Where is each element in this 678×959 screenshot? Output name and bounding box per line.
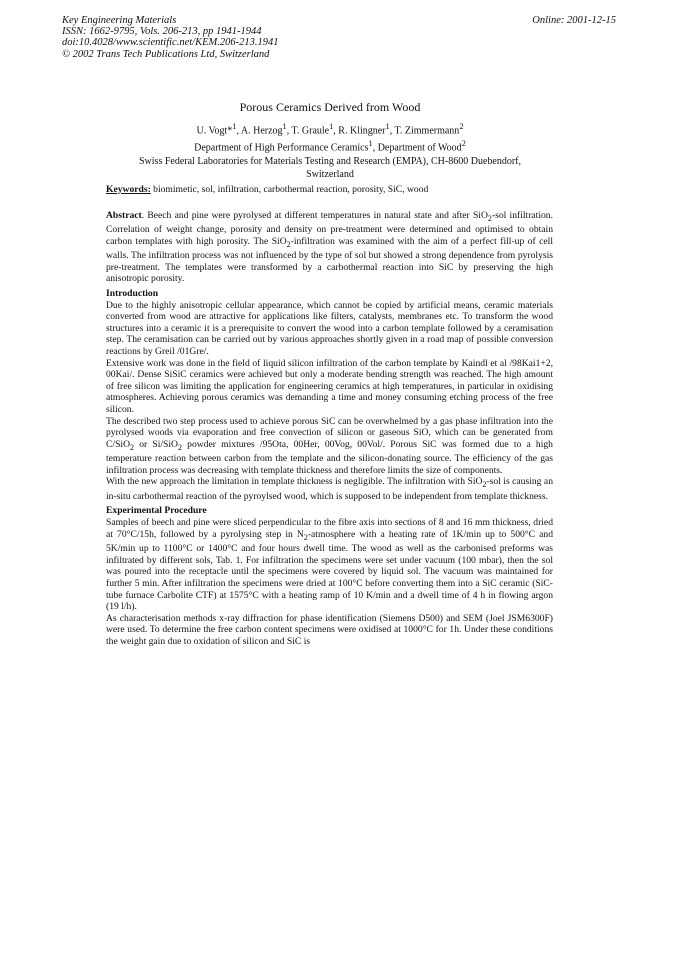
doi-line[interactable]: doi:10.4028/www.scientific.net/KEM.206-213.1941 — [62, 37, 279, 49]
paper-title: Porous Ceramics Derived from Wood — [239, 100, 421, 114]
keywords-text: biomimetic, sol, infiltration, carbothermal reaction, porosity, SiC, wood — [150, 184, 429, 195]
experimental-paragraph: Samples of beech and pine were sliced perpendicular to the fibre axis into sections of 8 and 16 mm thickness, dried at 70°C/15h, followed by a pyrolysing step in $N_2$-atmosphere with a heating rate of 1K/min up to 500°C and 5K/min up to 1100°C or 1400°C and four hours dwell time. The wood as well as the carbonised preforms was infiltrated by different sols, Tab. 1. For infiltration the specimens were set under vacuum (100 mbar), then the sol was poured into the receptacle until the specimens were covered by liquid sol. The vacuum was maintained for further 5 min. After infiltration the specimens were dried at 100°C before converting them into a SiC ceramic (SiC-tube furnace Carbolite CTF) at 1575°C with a heating ramp of 10 K/min and a dwell time of 4 h in flowing argon (19 l/h). — [106, 517, 553, 613]
intro-paragraph: With the new approach the limitation in template thickness is negligible. The infiltration with SiO$_2$-sol is causing an in-situ carbothermal reaction of the pyroylsed wood, which is supposed to be independent from template thickness. — [106, 476, 553, 502]
title-block — [104, 100, 556, 181]
country: Switzerland — [306, 168, 354, 180]
intro-paragraph: Extensive work was done in the field of liquid silicon infiltration of the carbon template by Kaindl et al /98Kai1+2, 00Kai/. Dense SiSiC ceramics were achieved but only a moderate bending strength was reached. The high amount of free silicon was limiting the application for engineering ceramics at high temperatures, in particular in oxidising atmospheres. Achieving porous ceramics was demanding a time and money consuming etching process of the free silicon. — [106, 357, 553, 415]
issn-line: ISSN: 1662-9795, Vols. 206-213, pp 1941-1944 — [62, 26, 262, 38]
online-date: Online: 2001-12-15 — [532, 15, 616, 26]
abstract: Abstract. Beech and pine were pyrolysed at different temperatures in natural state and after SiO$_2$-sol infiltration. Correlation of weight change, porosity and density on pre-treatment were determined and optimised to obtain carbon templates with high porosity. The SiO$_2$-infiltration was examined with the aim of a perfect fill-up of cell walls. The infiltration process was not influenced by the type of sol but showed a strong dependence from pyrolysis pre-treatment. The templates were transformed by a carbothermal reaction into SiC by preserving the high anisotropic porosity. — [106, 209, 553, 285]
experimental-heading: Experimental Procedure — [106, 505, 207, 517]
copyright-line: © 2002 Trans Tech Publications Ltd, Switzerland — [62, 48, 270, 60]
abstract-label: Abstract — [106, 209, 142, 221]
keywords-label: Keywords: — [106, 184, 151, 195]
experimental-paragraph: As characterisation methods x-ray diffraction for phase identification (Siemens D500) and SEM (Joel JSM6300F) were used. To determine the free carbon content specimens were oxidised at 1000°C for 1h. Under these conditions the weight gain due to oxidation of silicon and SiC is — [106, 612, 553, 647]
paper-body — [106, 184, 553, 648]
departments: Department of High Performance Ceramics$^1$, Department of Wood$^2$ — [194, 139, 466, 154]
page-header — [62, 15, 616, 60]
author-list: U. Vogt*$^1$, A. Herzog$^1$, T. Graule$^1$, R. Klingner$^1$, T. Zimmermann$^2$ — [196, 122, 464, 137]
introduction-heading: Introduction — [106, 287, 159, 299]
keywords — [106, 184, 553, 196]
institution: Swiss Federal Laboratories for Materials Testing and Research (EMPA), CH-8600 Duebendorf, — [139, 155, 521, 167]
journal-name: Key Engineering Materials — [62, 15, 177, 26]
intro-paragraph: The described two step process used to achieve porous SiC can be overwhelmed by a gas phase infiltration into the pyrolysed woods via evaporation and free convection of silicon or gaseous SiO, which can be generated from C/SiO$_2$ or Si/SiO$_2$ powder mixtures /95Ota, 00Her, 00Vog, 00Vol/. Porous SiC was formed due to a high temperature reaction between carbon from the template and the silicon-donating source. The efficiency of the gas infiltration process was decreasing with template thickness and therefore limits the size of components. — [106, 415, 553, 476]
intro-paragraph: Due to the highly anisotropic cellular appearance, which cannot be copied by artificial means, ceramic materials converted from wood are attractive for applications like filters, catalysts, membranes etc. To transform the wood structures into a ceramic it is a prerequisite to convert the wood into a carbon template followed by a ceramisation step. The ceramisation can be carried out by various approaches shortly given in a road map of possible conversion reactions by Greil /01Gre/. — [106, 299, 553, 357]
